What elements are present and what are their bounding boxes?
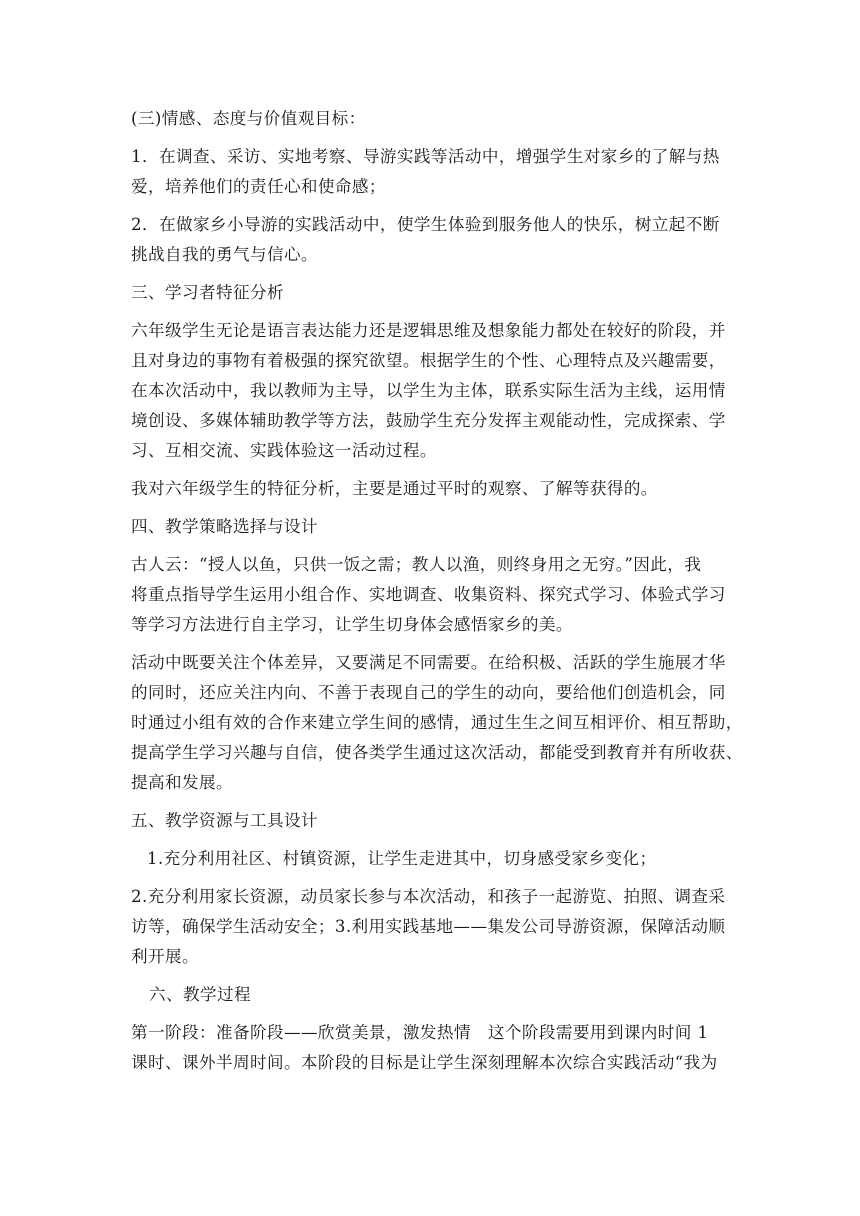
text-line: 爱，培养他们的责任心和使命感； (131, 177, 386, 196)
paragraph-goal-2 (131, 210, 731, 270)
text-line: 古人云：“授人以鱼，只供一饭之需；教人以渔，则终身用之无穷。”因此，我 (131, 555, 702, 574)
text-line: 1．在调查、采访、实地考察、导游实践等活动中，增强学生对家乡的了解与热 (131, 147, 720, 166)
text-line: 习、互相交流、实践体验这一活动过程。 (131, 441, 437, 460)
text-line: 六年级学生无论是语言表达能力还是逻辑思维及想象能力都处在较好的阶段，并 (131, 321, 726, 340)
paragraph-stage-one (131, 1018, 731, 1078)
text-line: 且对身边的事物有着极强的探究欲望。根据学生的个性、心理特点及兴趣需要， (131, 351, 726, 370)
text-line: 课时、课外半周时间。本阶段的目标是让学生深刻理解本次综合实践活动“我为 (131, 1053, 718, 1072)
text-line: 第一阶段：准备阶段——欣赏美景，激发热情 这个阶段需要用到课内时间 1 (131, 1023, 709, 1042)
heading-learner-analysis (131, 278, 731, 308)
document-page (131, 104, 743, 1078)
text-line: 在本次活动中，我以教师为主导，以学生为主体，联系实际生活为主线，运用情 (131, 381, 726, 400)
text-line: 我对六年级学生的特征分析，主要是通过平时的观察、了解等获得的。 (131, 479, 658, 498)
heading-teaching-process (131, 980, 731, 1010)
text-line: 将重点指导学生运用小组合作、实地调查、收集资料、探究式学习、体验式学习 (131, 585, 726, 604)
text-line: (三)情感、态度与价值观目标： (131, 109, 366, 128)
paragraph-learner-analysis (131, 316, 731, 466)
text-line: 2.充分利用家长资源，动员家长参与本次活动，和孩子一起游览、拍照、调查采 (131, 887, 726, 906)
text-line: 挑战自我的勇气与信心。 (131, 245, 318, 264)
heading-attitude-goals (131, 104, 731, 134)
text-line: 六、教学过程 (149, 985, 251, 1004)
text-line: 2．在做家乡小导游的实践活动中，使学生体验到服务他人的快乐，树立起不断 (131, 215, 720, 234)
heading-teaching-strategy (131, 512, 731, 542)
paragraph-analysis-method (131, 474, 731, 504)
text-line: 利开展。 (131, 947, 199, 966)
paragraph-strategy-differences (131, 648, 743, 798)
text-line: 访等，确保学生活动安全；3.利用实践基地——集发公司导游资源，保障活动顺 (131, 917, 726, 936)
paragraph-goal-1 (131, 142, 731, 202)
text-line: 1.充分利用社区、村镇资源，让学生走进其中，切身感受家乡变化； (147, 849, 657, 868)
text-line: 五、教学资源与工具设计 (131, 811, 318, 830)
text-line: 提高学生学习兴趣与自信，使各类学生通过这次活动，都能受到教育并有所收获、 (131, 743, 743, 762)
text-line: 的同时，还应关注内向、不善于表现自己的学生的动向，要给他们创造机会，同 (131, 683, 726, 702)
text-line: 四、教学策略选择与设计 (131, 517, 318, 536)
text-line: 提高和发展。 (131, 773, 233, 792)
text-line: 等学习方法进行自主学习，让学生切身体会感悟家乡的美。 (131, 615, 573, 634)
heading-resources-tools (131, 806, 731, 836)
paragraph-resource-2 (131, 882, 731, 972)
paragraph-strategy-quote (131, 550, 731, 640)
text-line: 时通过小组有效的合作来建立学生间的感情，通过生生之间互相评价、相互帮助， (131, 713, 743, 732)
text-line: 三、学习者特征分析 (131, 283, 284, 302)
paragraph-resource-1 (131, 844, 731, 874)
text-line: 境创设、多媒体辅助教学等方法，鼓励学生充分发挥主观能动性，完成探索、学 (131, 411, 726, 430)
text-line: 活动中既要关注个体差异，又要满足不同需要。在给积极、活跃的学生施展才华 (131, 653, 726, 672)
